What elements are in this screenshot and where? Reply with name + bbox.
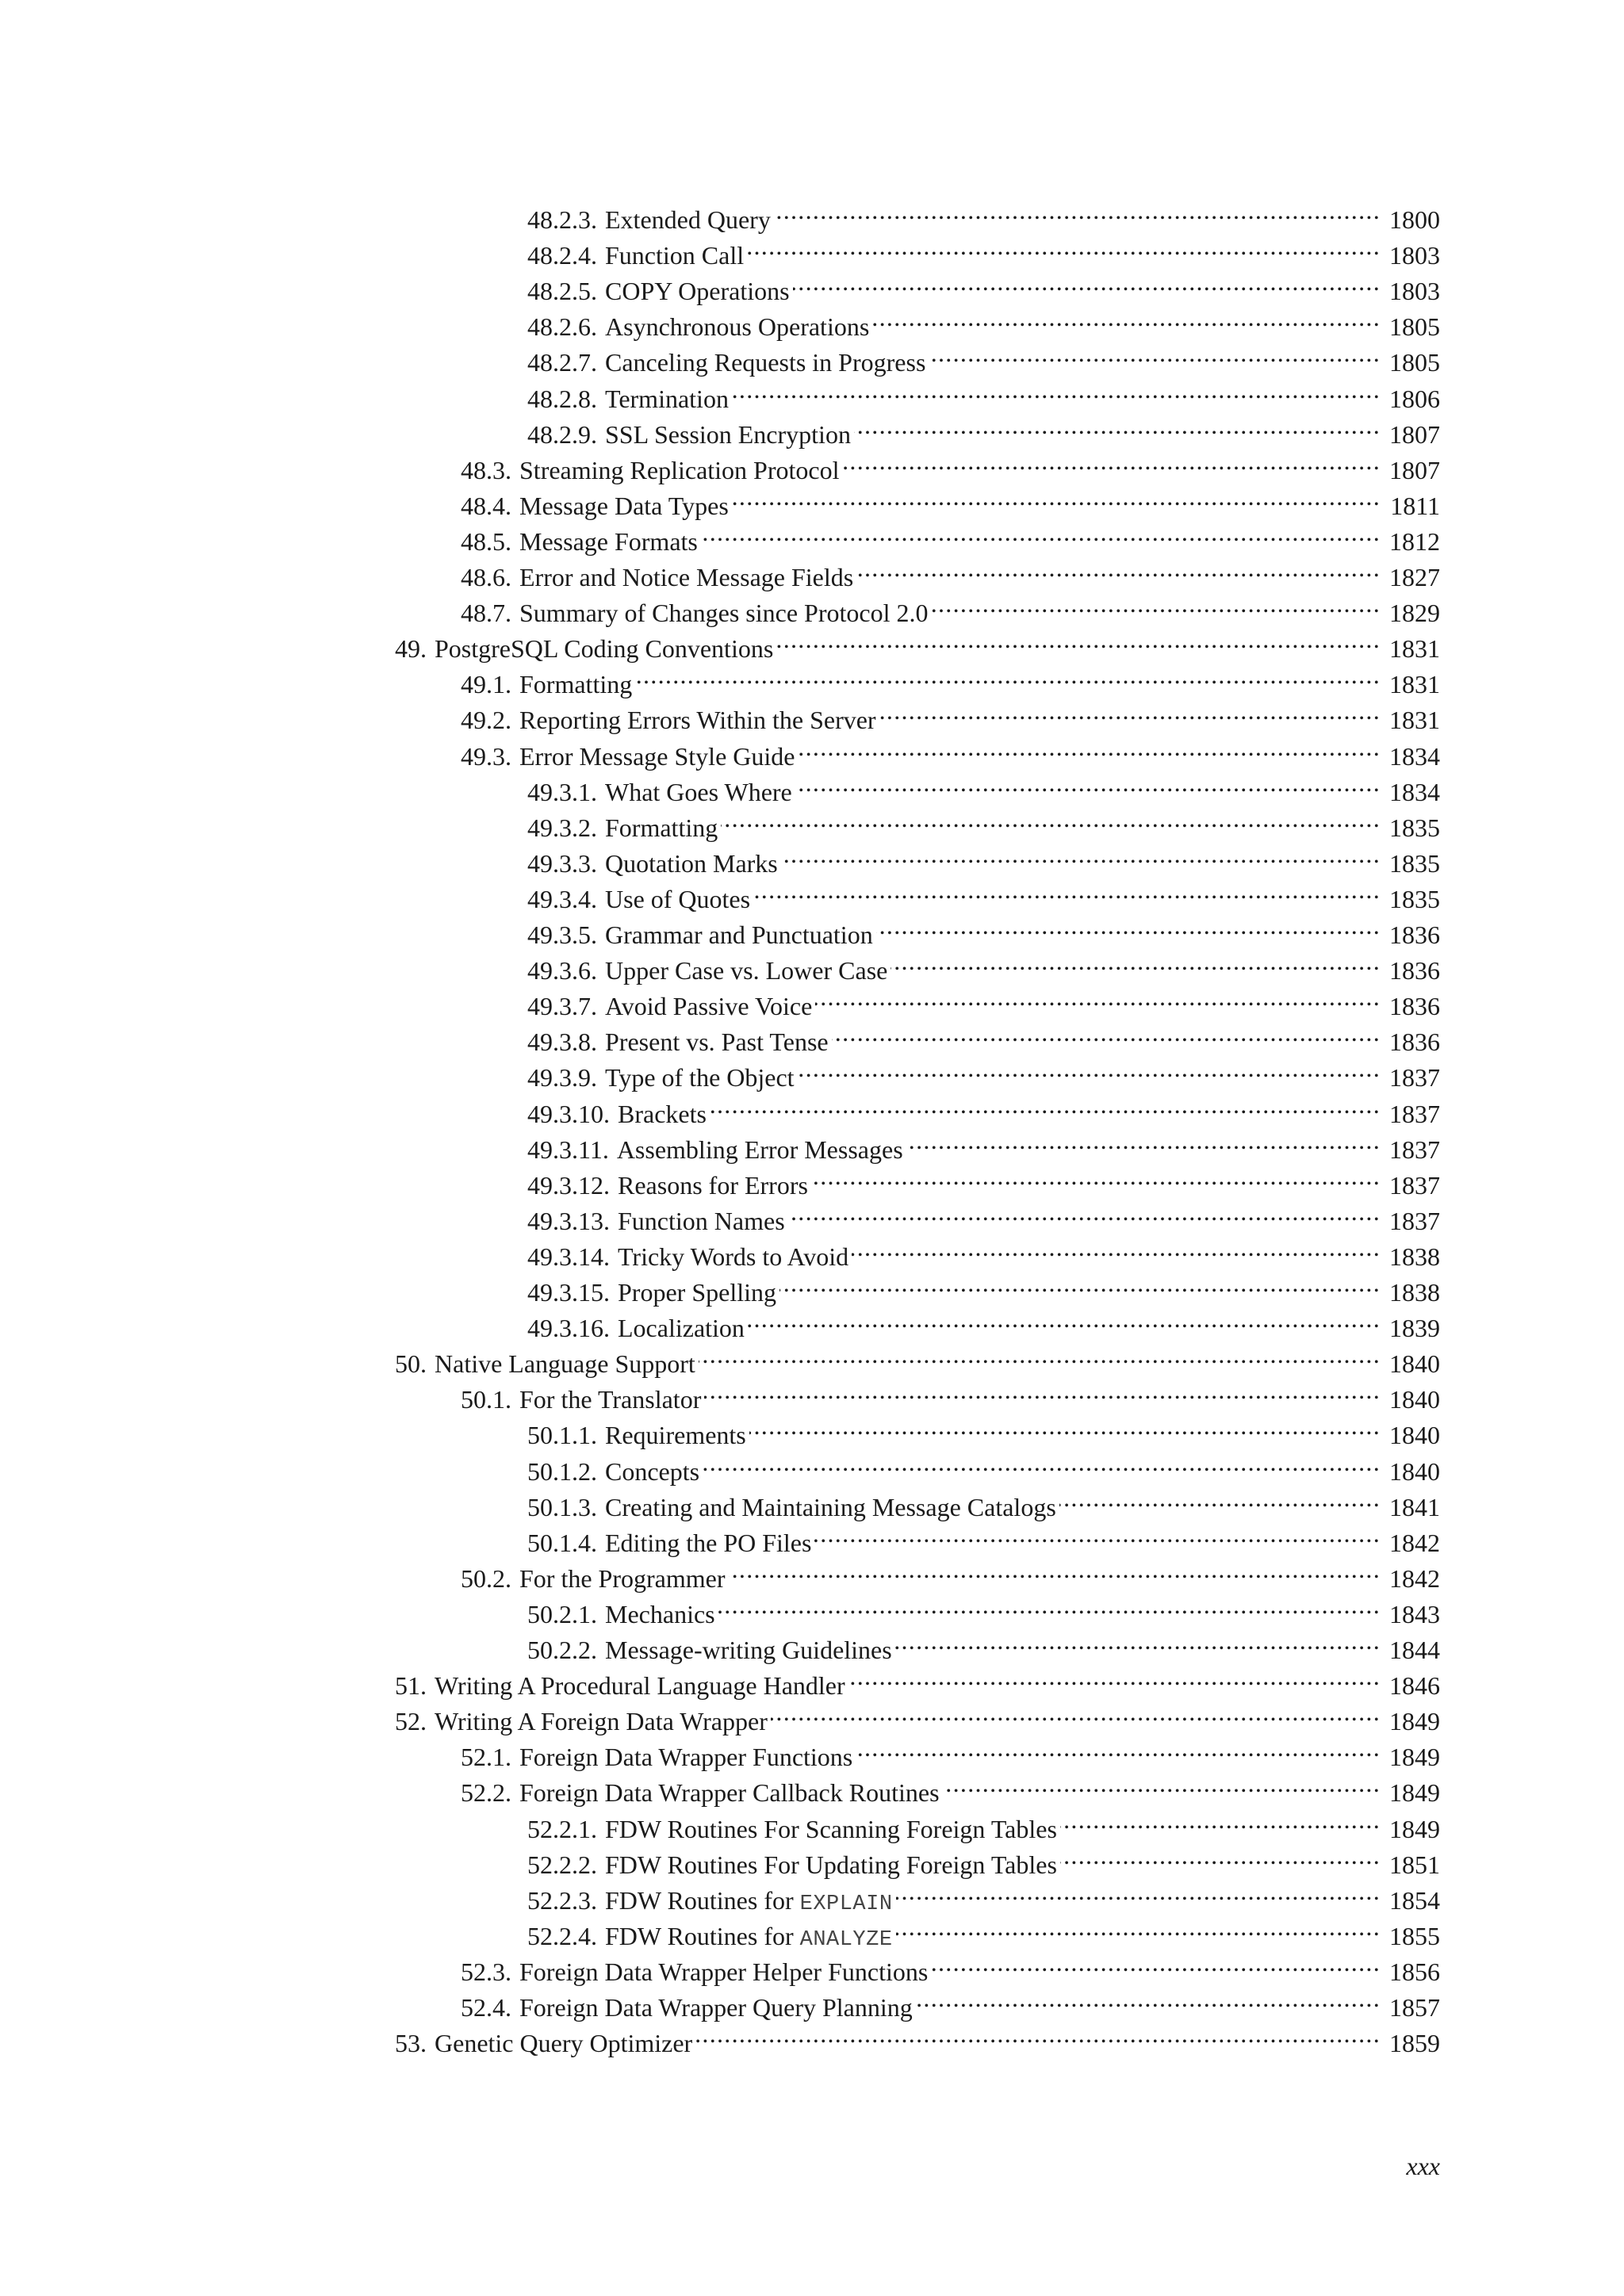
toc-entry-page-number[interactable]: 1834 [1389,741,1440,771]
toc-entry[interactable] [395,1337,1440,1379]
toc-entry-page-number[interactable]: 1841 [1389,1492,1440,1521]
toc-entry[interactable] [461,1372,1440,1414]
toc-entry-title: COPY Operations [605,277,790,306]
dot-leader [854,408,1381,443]
toc-entry-title: Summary of Changes since Protocol 2.0 [519,599,929,628]
toc-entry-page-number[interactable]: 1855 [1389,1921,1440,1950]
toc-entry-title: Message Formats [519,526,698,556]
toc-entry-title: Writing A Procedural Language Handler [435,1671,845,1701]
toc-entry-title: Localization [618,1314,745,1343]
toc-entry[interactable] [527,943,1440,985]
toc-entry-number: 50.1.4. [527,1528,597,1557]
toc-entry-number: 48.3. [461,455,511,484]
dot-leader [1060,1802,1381,1838]
dot-leader [811,1158,1381,1194]
toc-entry-number: 50. [395,1349,427,1379]
toc-entry-title: Extended Query [605,205,771,234]
toc-entry-number: 48.2.5. [527,277,597,306]
toc-entry-number: 52.2.4. [527,1921,597,1950]
toc-entry-page-number[interactable]: 1812 [1389,526,1440,556]
toc-entry-page-number[interactable]: 1849 [1389,1814,1440,1843]
toc-entry-page-number[interactable]: 1854 [1389,1885,1440,1915]
toc-entry-title: Reasons for Errors [618,1170,808,1200]
toc-entry-number: 50.1. [461,1385,511,1414]
dot-leader [814,1516,1381,1552]
toc-entry-title: Error Message Style Guide [519,741,795,771]
toc-entry[interactable] [527,1445,1440,1486]
toc-entry-code-literal: ANALYZE [799,1927,893,1952]
toc-entry-page-number[interactable]: 1859 [1389,2029,1440,2058]
toc-entry-page-number[interactable]: 1851 [1389,1850,1440,1879]
toc-entry[interactable] [527,300,1440,342]
toc-entry-title: Quotation Marks [605,848,778,878]
toc-entry-number: 49.3.16. [527,1314,610,1343]
toc-entry-page-number[interactable]: 1846 [1389,1671,1440,1701]
toc-entry[interactable] [395,2016,1440,2058]
toc-entry-number: 48.6. [461,563,511,591]
toc-entry-page-number[interactable]: 1837 [1389,1099,1440,1128]
toc-entry-number: 52.2.2. [527,1850,597,1879]
dot-leader [896,1873,1381,1909]
toc-entry[interactable] [395,1659,1440,1701]
toc-entry-page-number[interactable]: 1849 [1389,1707,1440,1736]
toc-entry-number: 48.7. [461,599,511,628]
toc-entry-number: 49.3.12. [527,1170,610,1200]
toc-entry[interactable] [395,622,1440,664]
toc-entry-number: 49.3.15. [527,1278,610,1307]
toc-entry-number: 52.1. [461,1743,511,1772]
toc-entry-page-number[interactable]: 1807 [1389,419,1440,449]
toc-entry[interactable] [461,1766,1440,1808]
toc-entry-title: Requirements [605,1421,746,1450]
toc-entry-page-number[interactable]: 1805 [1389,312,1440,342]
toc-entry-title: Foreign Data Wrapper Query Planning [519,1993,913,2022]
dot-leader [771,1694,1381,1730]
toc-entry[interactable] [461,515,1440,556]
dot-leader [931,1945,1381,1980]
dot-leader [793,264,1381,300]
toc-entry-page-number[interactable]: 1844 [1389,1636,1440,1664]
dot-leader [852,1230,1381,1265]
dot-leader [943,1766,1381,1801]
toc-entry-number: 50.1.3. [527,1492,597,1521]
toc-entry-number: 49.3.7. [527,992,597,1021]
dot-leader [776,622,1381,657]
toc-entry-number: 49.3.13. [527,1206,610,1235]
toc-entry[interactable] [395,1694,1440,1736]
toc-entry[interactable] [461,1980,1440,2022]
dot-leader [876,908,1381,943]
toc-entry-page-number[interactable]: 1838 [1389,1242,1440,1271]
dot-leader [635,657,1381,693]
dot-leader [832,1015,1381,1050]
toc-entry[interactable] [527,1802,1440,1843]
toc-entry[interactable] [527,908,1440,949]
toc-entry-page-number[interactable]: 1838 [1389,1278,1440,1307]
toc-entry-title: Concepts [605,1456,700,1486]
toc-entry-page-number[interactable]: 1843 [1389,1599,1440,1628]
dot-leader [879,693,1381,729]
dot-leader [815,979,1381,1015]
toc-entry-page-number[interactable]: 1837 [1389,1135,1440,1164]
toc-entry-title: Proper Spelling [618,1278,776,1307]
toc-entry-page-number[interactable]: 1831 [1389,634,1440,664]
dot-leader [781,836,1381,872]
toc-entry-page-number[interactable]: 1836 [1389,956,1440,985]
toc-entry[interactable] [527,979,1440,1021]
toc-entry-number: 49.3. [461,741,511,771]
dot-leader [795,765,1381,801]
toc-entry-title: Formatting [519,670,633,699]
toc-entry-number: 52.2.1. [527,1814,597,1843]
dot-leader [848,1659,1381,1694]
toc-entry-page-number[interactable]: 1836 [1389,992,1440,1021]
toc-entry-title: Streaming Replication Protocol [519,455,840,484]
dot-leader [695,2016,1381,2052]
toc-entry[interactable] [527,1909,1440,1952]
dot-leader [842,443,1381,479]
toc-entry-page-number[interactable]: 1842 [1389,1563,1440,1593]
toc-entry-number: 50.2.1. [527,1599,597,1628]
dot-leader [774,193,1381,228]
toc-entry[interactable] [527,1230,1440,1271]
toc-entry-number: 49.2. [461,706,511,735]
toc-entry[interactable] [527,765,1440,806]
toc-entry-title: Present vs. Past Tense [605,1027,829,1057]
toc-entry-title: FDW Routines For Updating Foreign Tables [605,1850,1057,1879]
dot-leader [896,1909,1381,1945]
dot-leader [895,1623,1381,1659]
toc-entry[interactable] [461,1730,1440,1772]
toc-entry-page-number[interactable]: 1840 [1389,1421,1440,1450]
toc-entry-title: Brackets [618,1099,707,1128]
toc-entry[interactable] [527,1408,1440,1450]
dot-leader [729,1552,1381,1587]
toc-entry-title: For the Translator [519,1385,702,1414]
toc-entry-code-literal: EXPLAIN [799,1892,893,1916]
toc-entry-title: Avoid Passive Voice [605,992,813,1021]
toc-entry-page-number[interactable]: 1835 [1389,848,1440,878]
dot-leader [788,1194,1381,1230]
toc-entry-page-number[interactable]: 1856 [1389,1957,1440,1986]
dot-leader [872,300,1381,335]
toc-entry-title: Termination [605,384,729,413]
toc-entry-page-number[interactable]: 1811 [1390,491,1440,520]
toc-entry-number: 48.5. [461,526,511,556]
toc-entry-title: Foreign Data Wrapper Functions [519,1743,853,1772]
toc-entry[interactable] [461,693,1440,735]
toc-entry-number: 49.3.3. [527,848,597,878]
toc-entry-number: 48.2.7. [527,348,597,377]
toc-entry-title: Type of the Object [605,1063,795,1093]
toc-entry-page-number[interactable]: 1827 [1389,563,1440,591]
dot-leader [710,1087,1381,1123]
toc-entry[interactable] [527,872,1440,913]
toc-entry-title: SSL Session Encryption [605,419,851,449]
toc-entry-number: 48.2.4. [527,241,597,270]
toc-entry-page-number[interactable]: 1834 [1389,777,1440,806]
dot-leader [798,1050,1381,1086]
toc-entry[interactable] [461,443,1440,484]
toc-entry[interactable] [527,193,1440,234]
toc-entry-number: 50.2. [461,1563,511,1593]
dot-leader [891,943,1381,979]
dot-leader [703,1445,1381,1480]
toc-entry-number: 49.3.10. [527,1099,610,1128]
toc-entry[interactable] [527,1623,1440,1664]
toc-entry-page-number[interactable]: 1839 [1389,1314,1440,1343]
toc-entry-number: 52. [395,1707,427,1736]
toc-entry-title: FDW Routines for [605,1885,800,1915]
toc-entry-title: Writing A Foreign Data Wrapper [435,1707,768,1736]
toc-entry[interactable] [461,479,1440,520]
toc-entry[interactable] [527,335,1440,377]
toc-entry-number: 50.1.1. [527,1421,597,1450]
dot-leader [732,479,1381,515]
toc-entry-page-number[interactable]: 1849 [1389,1743,1440,1772]
toc-entry-page-number[interactable]: 1806 [1389,384,1440,413]
toc-entry-number: 49.3.5. [527,920,597,949]
toc-entry-title: Grammar and Punctuation [605,920,873,949]
toc-entry-number: 52.2.3. [527,1885,597,1915]
toc-entry[interactable] [527,1265,1440,1307]
toc-entry-title: Asynchronous Operations [605,312,870,342]
toc-entry-title: What Goes Where [605,777,792,806]
toc-entry-title: Error and Notice Message Fields [519,563,854,591]
toc-entry[interactable] [461,657,1440,699]
toc-entry-page-number[interactable]: 1840 [1389,1456,1440,1486]
toc-entry-link[interactable] [395,2026,692,2061]
toc-entry-page-number[interactable]: 1831 [1389,706,1440,735]
toc-entry-number: 51. [395,1671,427,1701]
toc-entry-page-number[interactable]: 1840 [1389,1385,1440,1414]
toc-entry[interactable] [527,1050,1440,1093]
toc-entry-number: 49.3.8. [527,1027,597,1057]
dot-leader [699,1337,1381,1372]
toc-entry-title: Message Data Types [519,491,729,520]
dot-leader [753,872,1381,908]
toc-entry-title: Creating and Maintaining Message Catalogs [605,1492,1056,1521]
toc-entry-page-number[interactable]: 1849 [1389,1778,1440,1808]
toc-entry-number: 52.3. [461,1957,511,1986]
toc-entry-title: Canceling Requests in Progress [605,348,926,377]
toc-entry[interactable] [461,586,1440,628]
toc-entry[interactable] [527,1838,1440,1879]
toc-entry-title: PostgreSQL Coding Conventions [435,634,774,664]
toc-entry-title: Upper Case vs. Lower Case [605,956,888,985]
toc-entry[interactable] [527,1015,1440,1057]
toc-entry-page-number[interactable]: 1805 [1389,348,1440,377]
dot-leader [798,729,1381,765]
dot-leader [906,1123,1381,1158]
toc-entry-page-number[interactable]: 1837 [1389,1063,1440,1093]
dot-leader [747,228,1381,264]
toc-entry-title: Editing the PO Files [605,1528,812,1557]
toc-entry-number: 50.2.2. [527,1636,597,1664]
toc-entry-page-number[interactable]: 1842 [1389,1528,1440,1557]
toc-entry-number: 49.3.4. [527,884,597,913]
toc-entry-title: Tricky Words to Avoid [618,1242,849,1271]
toc-entry-page-number[interactable]: 1836 [1389,1027,1440,1057]
page-number-footer: xxx [1406,2152,1440,2180]
toc-entry[interactable] [527,1158,1440,1200]
dot-leader [856,1730,1381,1766]
toc-entry[interactable] [527,1087,1440,1128]
toc-entry[interactable] [527,1480,1440,1521]
toc-entry[interactable] [527,264,1440,306]
toc-entry-number: 48.4. [461,491,511,520]
dot-leader [916,1980,1381,2016]
toc-entry-page-number[interactable]: 1807 [1389,455,1440,484]
toc-entry[interactable] [461,550,1440,591]
toc-entry-title: Formatting [605,813,718,842]
toc-entry-number: 49.3.14. [527,1242,610,1271]
dot-leader [748,1301,1381,1337]
toc-entry-title: Genetic Query Optimizer [435,2029,693,2058]
toc-entry[interactable] [527,836,1440,878]
toc-entry-number: 48.2.3. [527,205,597,234]
toc-entry-number: 48.2.9. [527,419,597,449]
toc-entry-title: Assembling Error Messages [616,1135,903,1164]
toc-entry-page-number[interactable]: 1857 [1389,1993,1440,2022]
toc-entry-number: 53. [395,2029,427,2058]
dot-leader [704,1372,1381,1408]
toc-entry[interactable] [527,408,1440,449]
toc-entry-page-number[interactable]: 1803 [1389,277,1440,306]
toc-entry-number: 49.3.9. [527,1063,597,1093]
toc-entry-title: Function Names [618,1206,785,1235]
toc-entry-title: Function Call [605,241,745,270]
toc-entry[interactable] [527,1301,1440,1343]
dot-leader [779,1265,1381,1301]
dot-leader [749,1408,1381,1444]
dot-leader [1060,1838,1381,1873]
toc-entry-number: 52.2. [461,1778,511,1808]
toc-entry[interactable] [527,228,1440,270]
toc-entry-page-number[interactable]: 1837 [1389,1206,1440,1235]
toc-entry-title: Foreign Data Wrapper Callback Routines [519,1778,940,1808]
dot-leader [856,550,1381,586]
dot-leader [701,515,1381,550]
toc-entry-number: 50.1.2. [527,1456,597,1486]
toc-entry-title: Native Language Support [435,1349,695,1379]
toc-entry-number: 49.3.6. [527,956,597,985]
toc-entry-page-number[interactable]: 1835 [1389,813,1440,842]
toc-entry-page-number[interactable]: 1800 [1389,205,1440,234]
toc-entry[interactable] [527,1123,1440,1164]
toc-entry-number: 49.3.1. [527,777,597,806]
toc-entry-page-number[interactable]: 1840 [1389,1349,1440,1379]
toc-entry[interactable] [527,1194,1440,1235]
toc-entry-title: Use of Quotes [605,884,751,913]
toc-entry[interactable] [527,372,1440,413]
toc-entry-title: Mechanics [605,1599,715,1628]
toc-entry-title: FDW Routines for [605,1921,800,1950]
toc-entry-page-number[interactable]: 1837 [1389,1170,1440,1200]
toc-entry-number: 49.3.11. [527,1135,609,1164]
toc-entry-title: FDW Routines For Scanning Foreign Tables [605,1814,1057,1843]
toc-entry-number: 48.2.6. [527,312,597,342]
toc-entry-number: 48.2.8. [527,384,597,413]
toc-entry-title: Reporting Errors Within the Server [519,706,876,735]
toc-entry-page-number[interactable]: 1803 [1389,241,1440,270]
toc-entry-title: Foreign Data Wrapper Helper Functions [519,1957,929,1986]
toc-entry-number: 49.3.2. [527,813,597,842]
toc-entry-page-number[interactable]: 1831 [1389,670,1440,699]
toc-entry-title: For the Programmer [519,1563,726,1593]
toc-entry[interactable] [461,1945,1440,1986]
dot-leader [929,335,1381,371]
toc-entry-number: 52.4. [461,1993,511,2022]
toc-entry[interactable] [527,1587,1440,1628]
toc-entry[interactable] [461,729,1440,771]
dot-leader [1059,1480,1381,1516]
toc-entry-page-number[interactable]: 1829 [1389,599,1440,628]
toc-entry-page-number[interactable]: 1836 [1389,920,1440,949]
toc-entry[interactable] [527,1516,1440,1557]
dot-leader [732,372,1381,408]
toc-entry[interactable] [461,1552,1440,1593]
toc-entry[interactable] [527,1873,1440,1916]
dot-leader [718,1587,1381,1623]
toc-entry-number: 49. [395,634,427,664]
dot-leader [931,586,1381,622]
dot-leader [721,801,1381,836]
toc-entry-title: Message-writing Guidelines [605,1636,892,1664]
toc-entry[interactable] [527,801,1440,842]
toc-entry-page-number[interactable]: 1835 [1389,884,1440,913]
toc-entry-number: 49.1. [461,670,511,699]
